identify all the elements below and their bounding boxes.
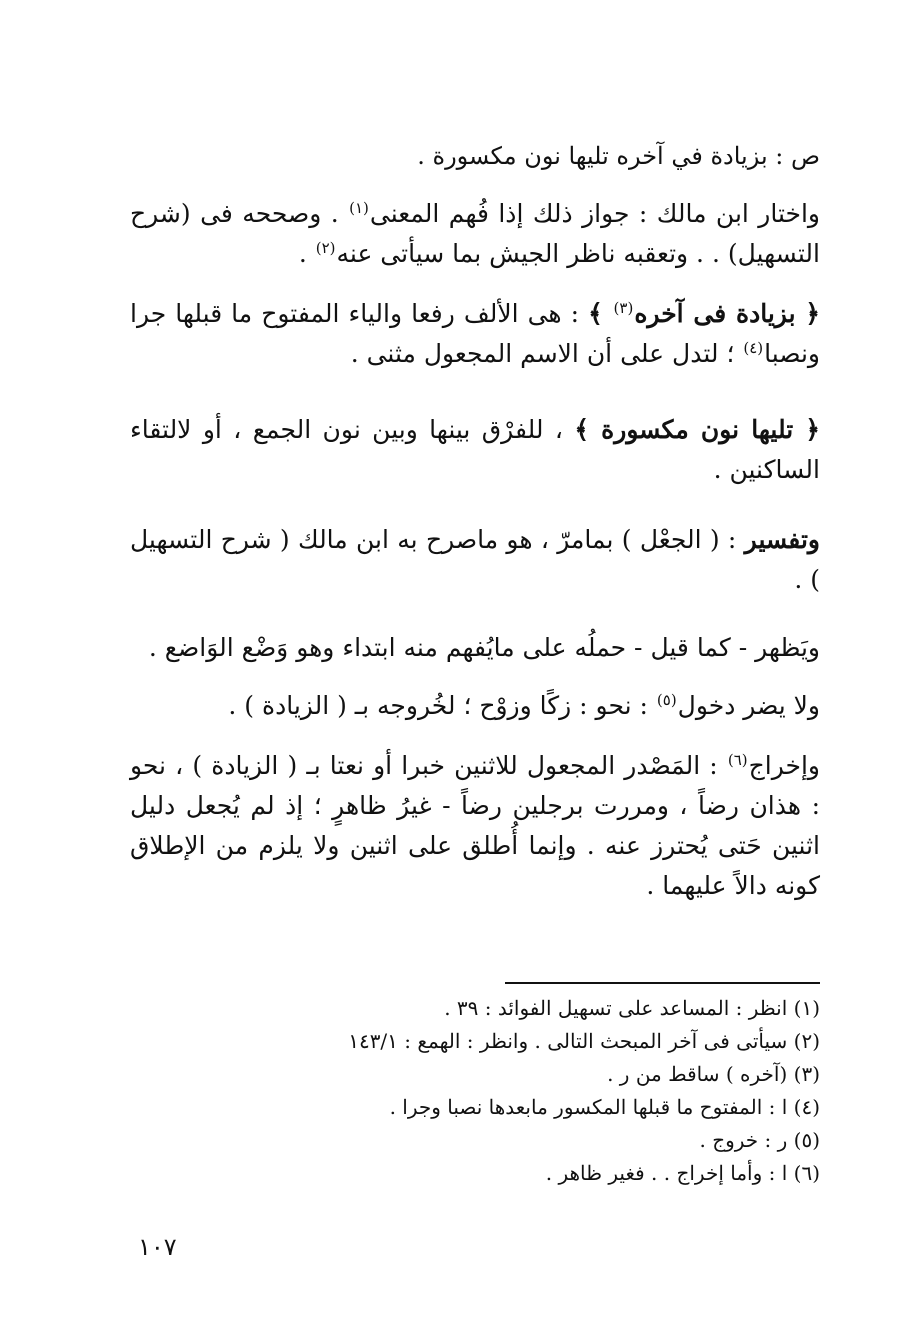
paragraph-text: : هى الألف رفعا والياء المفتوح ما قبلها جرا ونصبا bbox=[130, 299, 820, 368]
footnote-3: (٣) (آخره ) ساقط من ر . bbox=[607, 1062, 820, 1086]
page-number: ١٠٧ bbox=[138, 1233, 177, 1261]
paragraph-tafsir bbox=[130, 520, 820, 600]
paragraph-text: ولا يضر دخول bbox=[677, 691, 820, 720]
footnote-ref-6[interactable]: (٦) bbox=[727, 750, 748, 769]
footnote-ref-2[interactable]: (٢) bbox=[315, 238, 336, 257]
quoted-matn-phrase-close: ﴾ bbox=[588, 299, 613, 328]
footnote-5: (٥) ر : خروج . bbox=[699, 1128, 820, 1152]
paragraph-text: . وصححه فى (شرح التسهيل) . . وتعقبه ناظر الجيش بما سيأتى عنه bbox=[130, 199, 820, 268]
footnote-1: (١) انظر : المساعد على تسهيل الفوائد : ٣٩ . bbox=[444, 996, 820, 1020]
paragraph-ibn-malik-choice bbox=[130, 194, 820, 274]
footnote-ref-3[interactable]: (٣) bbox=[613, 298, 634, 317]
footnote-6: (٦) ا : وأما إخراج . . فغير ظاهر . bbox=[545, 1161, 820, 1185]
footnote-4: (٤) ا : المفتوح ما قبلها المكسور مابعدها نصبا وجرا . bbox=[389, 1095, 820, 1119]
paragraph-text: ؛ لتدل على أن الاسم المجعول مثنى . bbox=[350, 339, 743, 368]
paragraph-text: : ( الجعْل ) بمامرّ ، هو ماصرح به ابن مالك ( شرح التسهيل ) . bbox=[130, 525, 820, 594]
section-keyword: وتفسير bbox=[744, 525, 820, 554]
quoted-matn-phrase: ﴿ بزيادة فى آخره bbox=[634, 299, 820, 328]
footnotes-section bbox=[200, 992, 820, 1190]
paragraph-nun-explanation bbox=[130, 410, 820, 490]
paragraph-text: واختار ابن مالك : جواز ذلك إذا فُهم المعنى bbox=[369, 199, 820, 228]
footnote-ref-5[interactable]: (٥) bbox=[656, 690, 677, 709]
quoted-matn-phrase: ﴿ تليها نون مكسورة ﴾ bbox=[574, 415, 820, 444]
paragraph-ziyada-explanation bbox=[130, 294, 820, 374]
paragraph-text: ، للفرْق بينها وبين نون الجمع ، أو لالتقاء الساكنين . bbox=[130, 415, 820, 484]
paragraph-la-yadurr bbox=[130, 686, 820, 726]
footnote-ref-4[interactable]: (٤) bbox=[743, 338, 764, 357]
paragraph-text: ويَظهر - كما قيل - حملُه على مايُفهم منه ابتداء وهو وَضْع الوَاضع . bbox=[148, 633, 820, 662]
footnote-divider bbox=[505, 982, 820, 984]
paragraph-text: : المَصْدر المجعول للاثنين خبرا أو نعتا بـ ( الزيادة ) ، نحو : هذان رضاً ، ومررت برجلين رضاً - غيرُ ظاهرٍ ؛ إذ لم يُجعل دليل اثنين حَتى يُحترز عنه . وإنما أُطلق على اثنين ولا يلزم من الإطلاق كونه دالاً عليهما . bbox=[130, 751, 820, 900]
footnote-ref-1[interactable]: (١) bbox=[349, 198, 369, 217]
paragraph-text: . bbox=[298, 239, 315, 268]
footnote-2: (٢) سيأتى فى آخر المبحث التالى . وانظر : الهمع : ١٤٣/١ bbox=[348, 1029, 820, 1053]
paragraph-yazhar bbox=[130, 628, 820, 668]
paragraph-text: : نحو : زكًا وزوْح ؛ لخُروجه بـ ( الزيادة ) . bbox=[228, 691, 656, 720]
matn-text-line: ص : بزيادة في آخره تليها نون مكسورة . bbox=[417, 142, 820, 170]
paragraph-text: وإخراج bbox=[748, 751, 820, 780]
paragraph-ikhraj bbox=[130, 746, 820, 906]
